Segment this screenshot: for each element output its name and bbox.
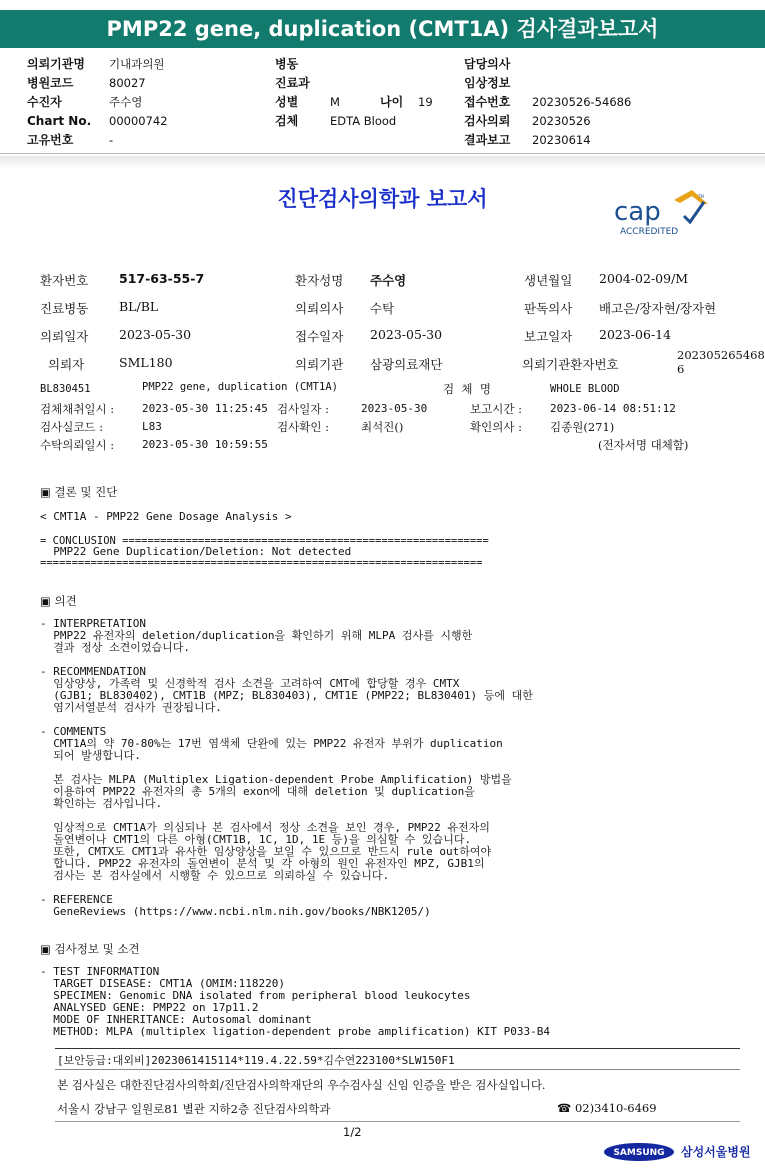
field-value: M bbox=[330, 95, 340, 109]
header-col1 bbox=[27, 55, 168, 150]
footer-divider-bottom bbox=[55, 1121, 740, 1122]
result-section-heading: ▣ 결론 및 진단 bbox=[40, 485, 118, 499]
cap-logo-mark: TM bbox=[698, 194, 704, 199]
cap-accredited-logo bbox=[612, 190, 712, 238]
recommendation-line: 염기서열분석 검사가 권장됩니다. bbox=[40, 701, 222, 714]
comments-line: 되어 발생합니다. bbox=[40, 749, 141, 762]
field-label: 수진자 bbox=[27, 95, 62, 109]
consign-label: 수탁의뢰일시 : bbox=[40, 438, 115, 452]
confirm-label: 검사확인 : bbox=[277, 420, 329, 434]
field-label: 성별 bbox=[275, 95, 299, 109]
report-date-label: 보고일자 bbox=[524, 329, 573, 344]
reading-doctor-label: 판독의사 bbox=[524, 301, 573, 316]
footer-divider-top bbox=[55, 1048, 740, 1049]
collect-time: 2023-05-30 11:25:45 bbox=[142, 402, 268, 415]
test-name: PMP22 gene, duplication (CMT1A) bbox=[142, 381, 338, 393]
header-divider bbox=[0, 153, 765, 154]
field-value: 20230526-54686 bbox=[532, 95, 632, 109]
comments-line: 합니다. PMP22 유전자의 돌연변이 분석 및 각 아형의 원인 유전자인 MPZ, GJB1의 bbox=[40, 857, 485, 870]
report-time: 2023-06-14 08:51:12 bbox=[550, 402, 676, 415]
field-label: 담당의사 bbox=[464, 57, 511, 71]
requester-label: 의뢰자 bbox=[48, 357, 85, 372]
requesting-org: 삼광의료재단 bbox=[370, 357, 443, 372]
comments-line: 검사는 본 검사실에서 시행할 수 있으므로 의뢰하실 수 있습니다. bbox=[40, 869, 390, 882]
field-value: 00000742 bbox=[109, 114, 168, 128]
patient-name-label: 환자성명 bbox=[295, 273, 344, 288]
age-label: 나이 bbox=[380, 95, 404, 109]
field-label: 의뢰기관명 bbox=[27, 57, 85, 71]
header-col3 bbox=[464, 55, 631, 150]
referring-doctor: 수탁 bbox=[370, 301, 395, 316]
confirm-doctor: 김종원(271) bbox=[550, 420, 615, 434]
field-label: Chart No. bbox=[27, 114, 92, 128]
hospital-name: 삼성서울병원 bbox=[681, 1145, 751, 1159]
report-date: 2023-06-14 bbox=[599, 327, 672, 342]
page-number: 1/2 bbox=[343, 1125, 362, 1139]
test-date: 2023-05-30 bbox=[361, 402, 428, 415]
ward-label: 진료병동 bbox=[40, 301, 89, 316]
field-value: 80027 bbox=[109, 76, 146, 90]
comments-line: 확인하는 검사입니다. bbox=[40, 797, 163, 810]
test-info-line: METHOD: MLPA (multiplex ligation-dependent probe amplification) KIT P033-B4 bbox=[40, 1025, 550, 1038]
reference-title: - REFERENCE bbox=[40, 893, 113, 906]
reading-doctor: 배고은/장자현/장자현 bbox=[599, 301, 717, 316]
recommendation-title: - RECOMMENDATION bbox=[40, 665, 146, 678]
specimen-label: 검 체 명 bbox=[443, 382, 491, 396]
age-value: 19 bbox=[418, 95, 433, 109]
comments-line: 본 검사는 MLPA (Multiplex Ligation-dependent Probe Amplification) 방법을 bbox=[40, 773, 512, 786]
report-time-label: 보고시간 : bbox=[470, 402, 522, 416]
field-label: 임상정보 bbox=[464, 76, 511, 90]
conclusion-body: PMP22 Gene Duplication/Deletion: Not detected bbox=[40, 545, 352, 558]
security-line: [보안등급:대외비]2023061415114*119.4.22.59*김수연223100*SLW150F1 bbox=[57, 1054, 455, 1067]
samsung-logo bbox=[603, 1142, 675, 1162]
test-info-line: ANALYSED GENE: PMP22 on 17p11.2 bbox=[40, 1001, 259, 1014]
report-banner: PMP22 gene, duplication (CMT1A) 검사결과보고서 bbox=[0, 10, 765, 48]
footer-divider-mid bbox=[55, 1069, 740, 1070]
recommendation-line: 임상양상, 가족력 및 신경학적 검사 소견을 고려하여 CMT에 합당할 경우 CMTX bbox=[40, 677, 460, 690]
org-patient-no-label: 의뢰기관환자번호 bbox=[522, 357, 619, 372]
opinion-section-heading: ▣ 의견 bbox=[40, 594, 77, 608]
field-label: 병동 bbox=[275, 57, 299, 71]
comments-line: 돌연변이나 CMT1의 다른 아형(CMT1B, 1C, 1D, 1E 등)을 의심할 수 있습니다. bbox=[40, 833, 472, 846]
referring-doctor-label: 의뢰의사 bbox=[295, 301, 344, 316]
reference-line: GeneReviews (https://www.ncbi.nlm.nih.gov/books/NBK1205/) bbox=[40, 905, 431, 918]
interpretation-line: PMP22 유전자의 deletion/duplication을 확인하기 위해 MLPA 검사를 시행한 bbox=[40, 629, 473, 642]
field-value: 주수영 bbox=[109, 95, 143, 109]
field-label: 고유번호 bbox=[27, 133, 74, 147]
test-date-label: 검사일자 : bbox=[277, 402, 329, 416]
comments-line: 임상적으로 CMT1A가 의심되나 본 검사에서 정상 소견을 보인 경우, PMP22 유전자의 bbox=[40, 821, 490, 834]
field-value: EDTA Blood bbox=[330, 114, 397, 128]
patient-id: 517-63-55-7 bbox=[119, 271, 205, 286]
certification-text: 본 검사실은 대한진단검사의학회/진단검사의학재단의 우수검사실 신임 인증을 받은 검사실입니다. bbox=[57, 1078, 546, 1092]
test-info-line: SPECIMEN: Genomic DNA isolated from peripheral blood leukocytes bbox=[40, 989, 471, 1002]
samsung-logo-text: SAMSUNG bbox=[613, 1148, 665, 1158]
field-label: 병원코드 bbox=[27, 76, 74, 90]
lab-code-label: 검사실코드 : bbox=[40, 420, 104, 434]
cap-logo-text: cap bbox=[614, 197, 661, 227]
field-value: 20230614 bbox=[532, 133, 591, 147]
header-col2 bbox=[275, 55, 433, 131]
confirm-person: 최석진() bbox=[361, 420, 404, 434]
request-date-label: 의뢰일자 bbox=[40, 329, 89, 344]
test-info-title: - TEST INFORMATION bbox=[40, 965, 160, 978]
recommendation-line: (GJB1; BL830402), CMT1B (MPZ; BL830403), CMT1E (PMP22; BL830401) 등에 대한 bbox=[40, 689, 533, 702]
cap-logo-subtext: ACCREDITED bbox=[620, 227, 679, 237]
request-date: 2023-05-30 bbox=[119, 327, 192, 342]
lab-address: 서울시 강남구 일원로81 별관 지하2층 진단검사의학과 bbox=[57, 1102, 331, 1116]
confirm-doctor-label: 확인의사 : bbox=[470, 420, 522, 434]
header-shadow bbox=[0, 156, 765, 168]
birthdate: 2004-02-09/M bbox=[599, 271, 689, 286]
test-info-line: MODE OF INHERITANCE: Autosomal dominant bbox=[40, 1013, 312, 1026]
collect-label: 검체채취일시 : bbox=[40, 402, 115, 416]
lab-code: L83 bbox=[142, 420, 162, 433]
info-section-heading: ▣ 검사정보 및 소견 bbox=[40, 942, 140, 956]
report-title: 진단검사의학과 보고서 bbox=[277, 186, 488, 211]
field-value: - bbox=[109, 133, 114, 147]
ward: BL/BL bbox=[119, 299, 159, 314]
field-label: 검사의뢰 bbox=[464, 114, 511, 128]
comments-line: 이용하여 PMP22 유전자의 총 5개의 exon에 대해 deletion 및 duplication을 bbox=[40, 785, 475, 798]
test-info-line: TARGET DISEASE: CMT1A (OMIM:118220) bbox=[40, 977, 286, 990]
specimen: WHOLE BLOOD bbox=[550, 383, 620, 395]
comments-line: 또한, CMTX도 CMT1과 유사한 임상양상을 보일 수 있으므로 반드시 rule out하여야 bbox=[40, 845, 492, 858]
interpretation-line: 결과 정상 소견이었습니다. bbox=[40, 641, 190, 654]
requesting-org-label: 의뢰기관 bbox=[295, 357, 344, 372]
field-label: 진료과 bbox=[275, 76, 310, 90]
analysis-title: < CMT1A - PMP22 Gene Dosage Analysis > bbox=[40, 510, 292, 523]
interpretation-title: - INTERPRETATION bbox=[40, 617, 146, 630]
conclusion-heading: = CONCLUSION ========================================================== bbox=[40, 535, 489, 547]
birthdate-label: 생년월일 bbox=[524, 273, 573, 288]
receipt-date-label: 접수일자 bbox=[295, 329, 344, 344]
field-value: 기내과의원 bbox=[109, 57, 165, 71]
patient-name: 주수영 bbox=[370, 273, 407, 288]
comments-title: - COMMENTS bbox=[40, 725, 107, 738]
field-label: 결과보고 bbox=[464, 133, 511, 147]
receipt-date: 2023-05-30 bbox=[370, 327, 443, 342]
field-label: 검체 bbox=[275, 114, 299, 128]
field-label: 접수번호 bbox=[464, 95, 511, 109]
conclusion-tail: ====================================================================== bbox=[40, 557, 483, 569]
comments-line: CMT1A의 약 70-80%는 17번 염색체 단완에 있는 PMP22 유전자 부위가 duplication bbox=[40, 737, 503, 750]
requester: SML180 bbox=[119, 355, 173, 370]
patient-id-label: 환자번호 bbox=[40, 273, 89, 288]
org-patient-no-cont: 6 bbox=[677, 362, 685, 376]
org-patient-no: 202305265468 bbox=[677, 348, 765, 362]
lab-phone: ☎ 02)3410-6469 bbox=[557, 1101, 657, 1115]
field-value: 20230526 bbox=[532, 114, 591, 128]
test-code: BL830451 bbox=[40, 383, 91, 395]
esign-note: (전자서명 대체함) bbox=[598, 438, 689, 452]
consign-time: 2023-05-30 10:59:55 bbox=[142, 438, 268, 451]
